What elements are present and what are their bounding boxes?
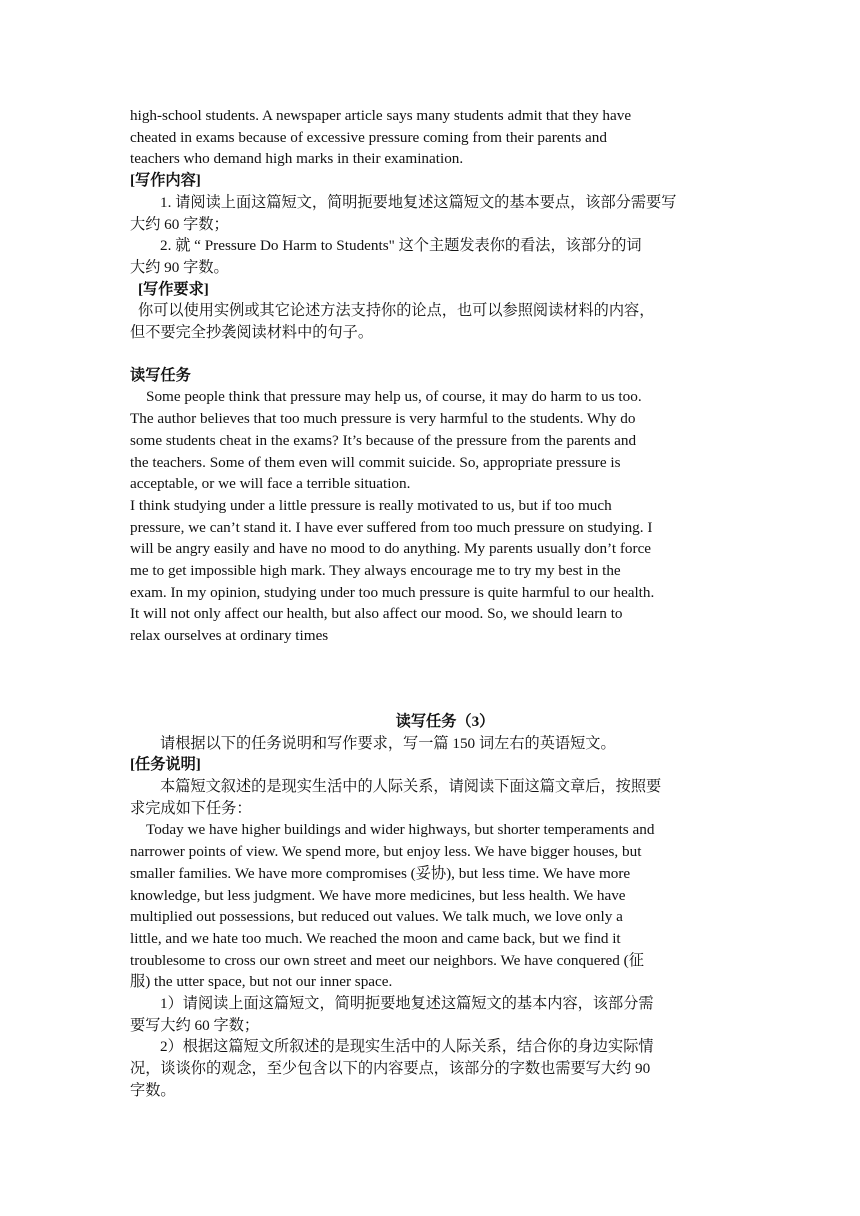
task3-title: 读写任务（3） bbox=[395, 712, 495, 730]
task3-item-2-cont: 况，谈谈你的观念，至少包含以下的内容要点，该部分的字数也需要写大约 90 bbox=[130, 1060, 651, 1078]
task3-task-desc: 本篇短文叙述的是现实生活中的人际关系，请阅读下面这篇文章后，按照要 bbox=[160, 777, 662, 795]
answer-line: It will not only affect our health, but also affect our mood. So, we should learn to bbox=[130, 605, 623, 623]
task3-passage-line: little, and we hate too much. We reached the moon and came back, but we find it bbox=[130, 929, 621, 947]
task3-task-heading: [任务说明] bbox=[130, 756, 201, 774]
answer-section bbox=[130, 365, 760, 647]
writing-content-item-2: 2. 就 “ Pressure Do Harm to Students" 这个主题发表你的看法，该部分的词 bbox=[160, 237, 642, 255]
answer-line: the teachers. Some of them even will commit suicide. So, appropriate pressure is bbox=[130, 453, 621, 471]
intro-paragraph bbox=[130, 105, 760, 170]
task3-passage-line: multiplied out possessions, but reduced out values. We talk much, we love only a bbox=[130, 908, 623, 926]
intro-line: high-school students. A newspaper article says many students admit that they have bbox=[130, 107, 632, 124]
writing-content-item-1-cont: 大约 60 字数； bbox=[130, 215, 229, 233]
task3-passage-line: narrower points of view. We spend more, but enjoy less. We have bigger houses, but bbox=[130, 843, 642, 861]
task3-item-1-cont: 要写大约 60 字数； bbox=[130, 1016, 260, 1034]
writing-requirements-heading: [写作要求] bbox=[138, 280, 209, 298]
writing-content-item-1: 1. 请阅读上面这篇短文，简明扼要地复述这篇短文的基本要点，该部分需要写 bbox=[160, 193, 677, 211]
task3-section bbox=[130, 711, 760, 1102]
task3-task-desc-cont: 求完成如下任务： bbox=[130, 799, 252, 817]
task3-item-1: 1）请阅读上面这篇短文，简明扼要地复述这篇短文的基本内容，该部分需 bbox=[160, 995, 654, 1013]
intro-line: teachers who demand high marks in their examination. bbox=[130, 150, 464, 168]
writing-requirements-line: 你可以使用实例或其它论述方法支持你的论点，也可以参照阅读材料的内容， bbox=[138, 302, 655, 320]
answer-line: will be angry easily and have no mood to do anything. My parents usually don’t force bbox=[130, 540, 652, 558]
answer-line: I think studying under a little pressure is really motivated to us, but if too much bbox=[130, 496, 612, 514]
writing-requirements-section bbox=[130, 279, 760, 344]
answer-line: acceptable, or we will face a terrible situation. bbox=[130, 475, 411, 493]
writing-content-section bbox=[130, 170, 760, 279]
answer-line: some students cheat in the exams? It’s because of the pressure from the parents and bbox=[130, 431, 637, 449]
answer-heading: 读写任务 bbox=[130, 366, 191, 384]
spacer bbox=[130, 344, 760, 365]
answer-line: me to get impossible high mark. They always encourage me to try my best in the bbox=[130, 562, 621, 580]
task3-passage-line: Today we have higher buildings and wider highways, but shorter temperaments and bbox=[146, 821, 655, 839]
task3-passage-line: smaller families. We have more compromises (妥协), but less time. We have more bbox=[130, 864, 631, 882]
intro-line: cheated in exams because of excessive pressure coming from their parents and bbox=[130, 128, 607, 146]
task3-item-2: 2）根据这篇短文所叙述的是现实生活中的人际关系，结合你的身边实际情 bbox=[160, 1038, 654, 1056]
answer-line: pressure, we can’t stand it. I have ever suffered from too much pressure on studying. I bbox=[130, 518, 653, 536]
document-page bbox=[130, 105, 760, 1102]
answer-line: The author believes that too much pressure is very harmful to the students. Why do bbox=[130, 410, 636, 428]
task3-instruction: 请根据以下的任务说明和写作要求，写一篇 150 词左右的英语短文。 bbox=[160, 734, 616, 752]
task3-passage-line: 服) the utter space, but not our inner space. bbox=[130, 973, 393, 991]
writing-requirements-line: 但不要完全抄袭阅读材料中的句子。 bbox=[130, 324, 373, 342]
answer-line: relax ourselves at ordinary times bbox=[130, 627, 329, 645]
answer-line: exam. In my opinion, studying under too much pressure is quite harmful to our health. bbox=[130, 583, 655, 601]
answer-line: Some people think that pressure may help us, of course, it may do harm to us too. bbox=[146, 388, 642, 406]
spacer bbox=[130, 647, 760, 711]
writing-content-item-2-cont: 大约 90 字数。 bbox=[130, 258, 229, 276]
writing-content-heading: [写作内容] bbox=[130, 172, 201, 190]
task3-item-2-cont: 字数。 bbox=[130, 1081, 176, 1099]
task3-passage-line: troublesome to cross our own street and meet our neighbors. We have conquered (征 bbox=[130, 951, 644, 969]
task3-passage-line: knowledge, but less judgment. We have more medicines, but less health. We have bbox=[130, 886, 626, 904]
